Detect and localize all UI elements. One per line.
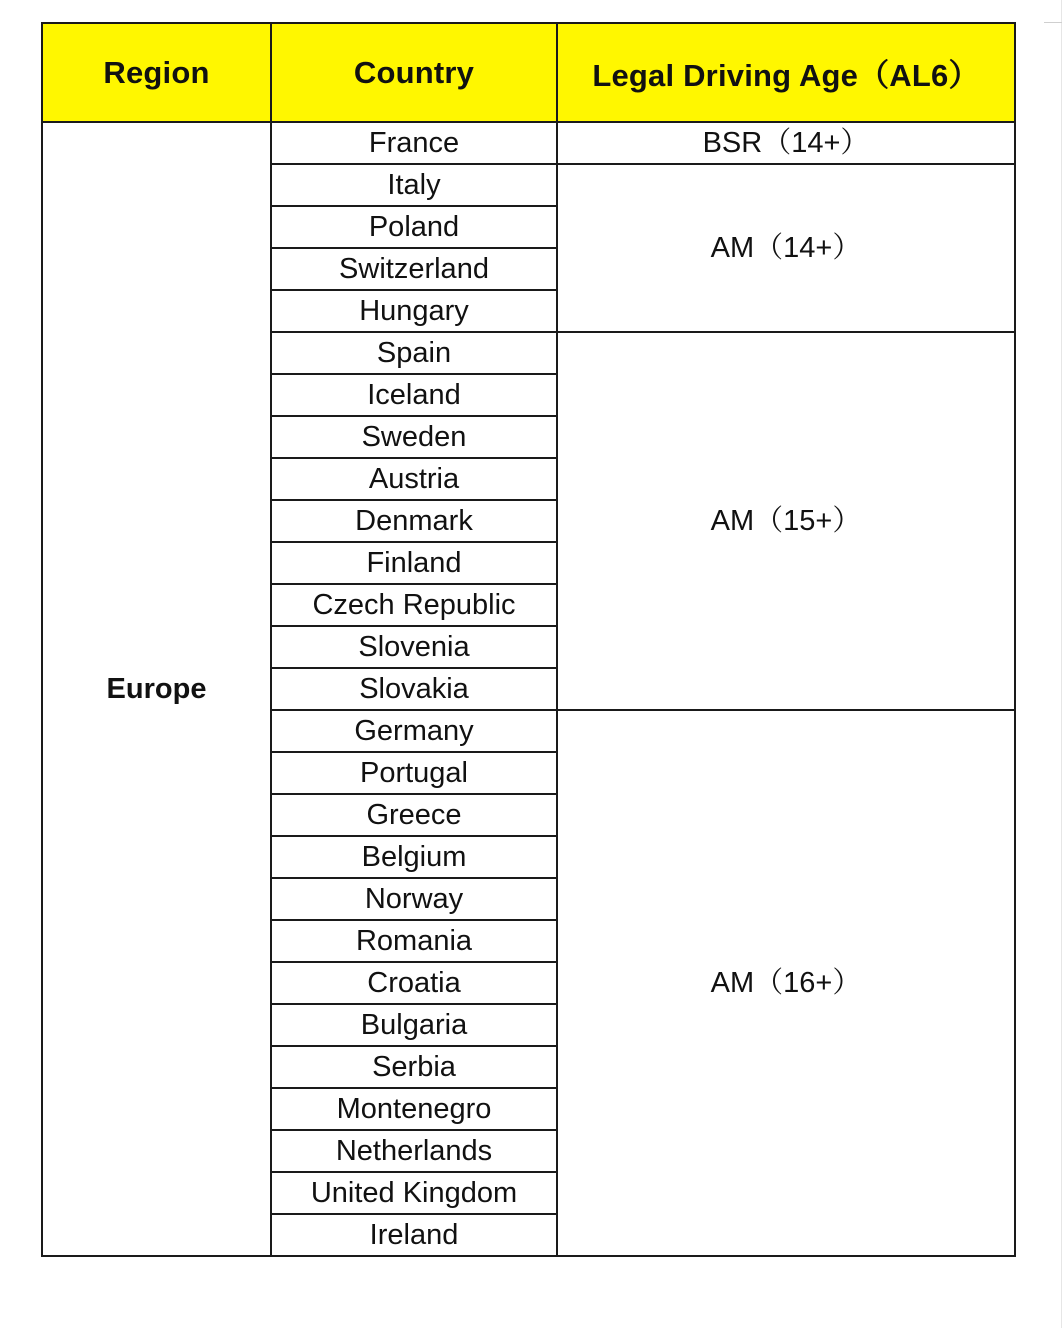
header-country: Country [271, 23, 557, 122]
country-cell: Greece [271, 794, 557, 836]
country-cell: Ireland [271, 1214, 557, 1256]
header-legal-driving-age: Legal Driving Age（AL6） [557, 23, 1015, 122]
country-cell: Finland [271, 542, 557, 584]
driving-age-table [41, 22, 1016, 1257]
table-row [42, 122, 1015, 164]
country-cell: Slovakia [271, 668, 557, 710]
region-cell: Europe [42, 122, 271, 1256]
country-cell: Iceland [271, 374, 557, 416]
country-cell: Norway [271, 878, 557, 920]
country-cell: Italy [271, 164, 557, 206]
page-tick [1044, 22, 1062, 23]
country-cell: Czech Republic [271, 584, 557, 626]
country-cell: Sweden [271, 416, 557, 458]
country-cell: United Kingdom [271, 1172, 557, 1214]
header-row [42, 23, 1015, 122]
country-cell: Croatia [271, 962, 557, 1004]
age-category-cell: BSR（14+） [557, 122, 1015, 164]
country-cell: Spain [271, 332, 557, 374]
country-cell: Portugal [271, 752, 557, 794]
country-cell: Denmark [271, 500, 557, 542]
table-body [42, 122, 1015, 1256]
country-cell: Slovenia [271, 626, 557, 668]
age-category-cell: AM（15+） [557, 332, 1015, 710]
country-cell: Germany [271, 710, 557, 752]
country-cell: Switzerland [271, 248, 557, 290]
header-region: Region [42, 23, 271, 122]
country-cell: Bulgaria [271, 1004, 557, 1046]
country-cell: Hungary [271, 290, 557, 332]
country-cell: Poland [271, 206, 557, 248]
age-category-cell: AM（16+） [557, 710, 1015, 1256]
country-cell: Serbia [271, 1046, 557, 1088]
country-cell: Austria [271, 458, 557, 500]
age-category-cell: AM（14+） [557, 164, 1015, 332]
country-cell: Netherlands [271, 1130, 557, 1172]
country-cell: Montenegro [271, 1088, 557, 1130]
country-cell: Romania [271, 920, 557, 962]
country-cell: France [271, 122, 557, 164]
country-cell: Belgium [271, 836, 557, 878]
